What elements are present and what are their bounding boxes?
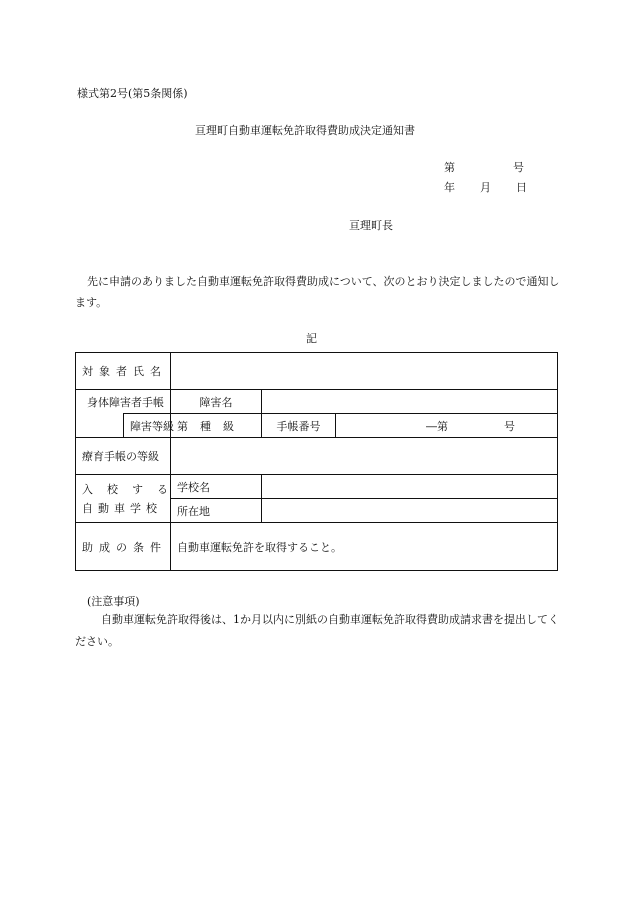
number-suffix: 号 — [513, 161, 524, 174]
row-disability-book — [76, 390, 558, 414]
issuer-name: 亘理町長 — [349, 219, 393, 232]
disability-book-label: 身体障害者手帳 — [76, 390, 171, 414]
disability-grade-value — [171, 414, 262, 438]
grade-value-3: 級 — [223, 419, 234, 433]
document-number — [444, 159, 524, 175]
subject-name-value — [171, 353, 558, 390]
school-label-line-2: 自動車学校 — [82, 501, 162, 515]
notes-body: 自動車運転免許取得後は、1か月以内に別紙の自動車運転免許取得費助成請求書を提出してください。 — [75, 613, 559, 648]
row-school-name — [76, 475, 558, 499]
school-label-line-1: 入校する — [82, 482, 182, 496]
book-number-value-2: 号 — [504, 419, 515, 433]
ryoiku-grade-label: 療育手帳の等級 — [76, 438, 171, 475]
school-label — [76, 475, 182, 523]
book-number-label: 手帳番号 — [262, 414, 336, 438]
notes-title: (注意事項) — [87, 595, 140, 608]
ki-heading: 記 — [306, 332, 317, 345]
condition-label: 助成の条件 — [76, 523, 171, 571]
date-day: 日 — [516, 181, 527, 194]
grade-value-1: 第 — [177, 419, 188, 433]
school-name-value — [262, 475, 558, 499]
document-title: 亘理町自動車運転免許取得費助成決定通知書 — [195, 124, 415, 137]
document-date — [444, 179, 527, 195]
date-month: 月 — [480, 181, 491, 194]
grade-value-2: 種 — [200, 419, 211, 433]
school-name-label: 学校名 — [171, 475, 262, 499]
number-prefix: 第 — [444, 161, 455, 174]
disability-name-value — [262, 390, 558, 414]
row-subject-name — [76, 353, 558, 390]
disability-book-spacer — [76, 414, 124, 438]
row-condition — [76, 523, 558, 571]
school-address-value — [262, 499, 558, 523]
book-number-value — [336, 414, 558, 438]
date-year: 年 — [444, 181, 455, 194]
disability-name-label: 障害名 — [171, 390, 262, 414]
row-ryoiku-grade — [76, 438, 558, 475]
form-number-label: 様式第2号(第5条関係) — [77, 87, 188, 100]
school-address-label: 所在地 — [171, 499, 262, 523]
disability-grade-label: 障害等級 — [124, 414, 171, 438]
body-paragraph: 先に申請のありました自動車運転免許取得費助成について、次のとおり決定しましたので通知します。 — [75, 275, 560, 309]
ryoiku-grade-value — [171, 438, 558, 475]
subject-name-label: 対象者氏名 — [76, 353, 171, 390]
row-disability-grade — [76, 414, 558, 438]
book-number-value-1: ―第 — [426, 419, 448, 433]
details-table — [75, 352, 558, 571]
condition-value: 自動車運転免許を取得すること。 — [171, 523, 558, 571]
